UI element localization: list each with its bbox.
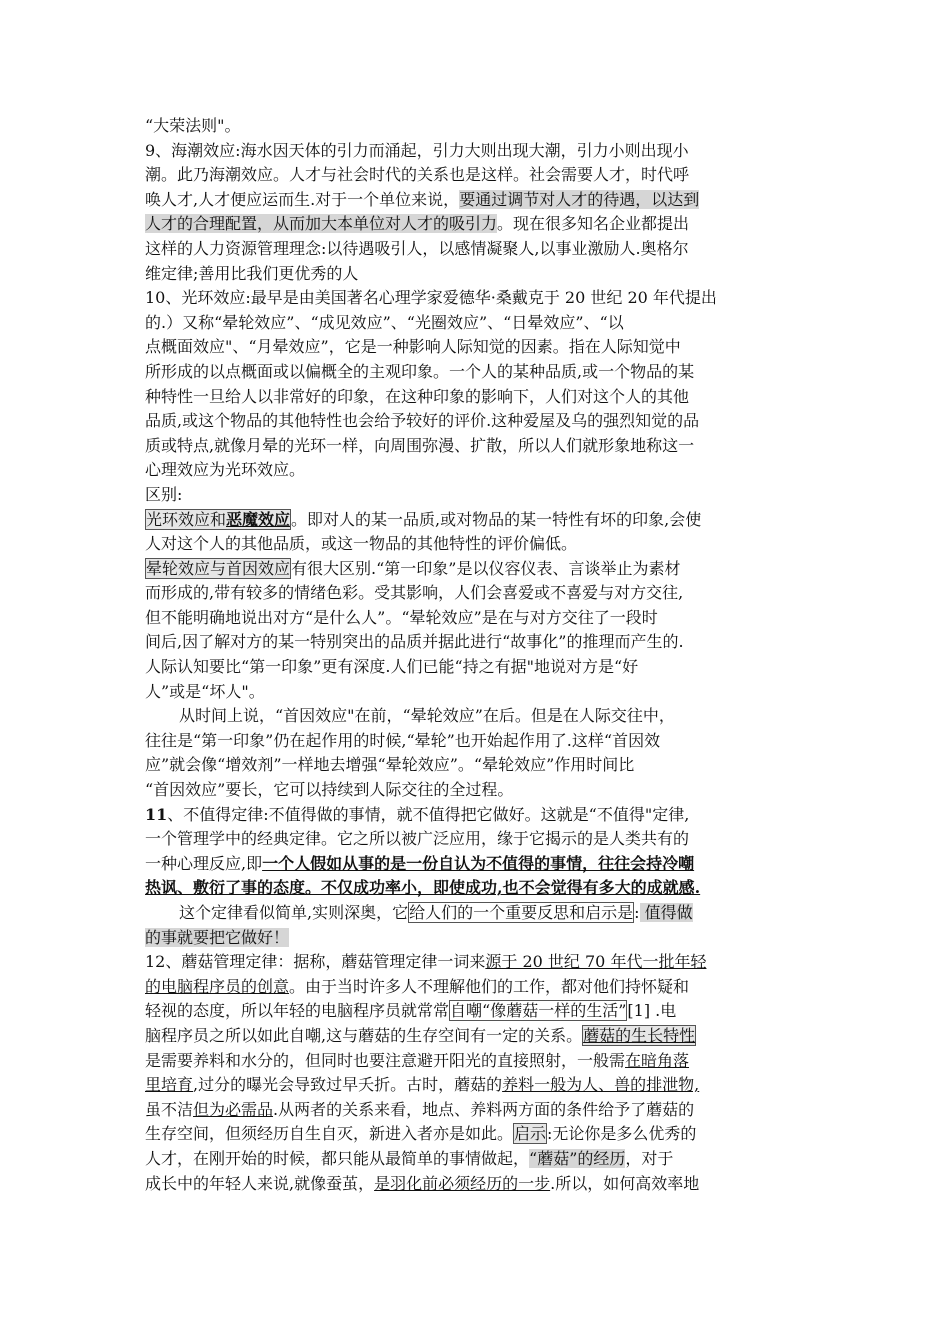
text-span: 脑程序员之所以如此自嘲,这与蘑菇的生存空间有一定的关系。: [145, 1025, 583, 1045]
text-line: [145, 385, 810, 410]
text-span: 虽不洁: [145, 1099, 194, 1119]
text-line: [145, 704, 810, 729]
text-line: [145, 188, 810, 213]
text-span: 生存空间，但须经历自生自灭，新进入者亦是如此。: [145, 1124, 514, 1144]
text-span: 人际认知要比“第一印象”更有深度.人们已能“持之有据"地说对方是“好: [145, 657, 639, 677]
text-span: 种特性一旦给人以非常好的印象，在这种印象的影响下，人们对这个人的其他: [145, 386, 690, 406]
text-line: [145, 852, 810, 877]
text-span: 质或特点,就像月晕的光环一样，向周围弥漫、扩散，所以人们就形象地称这一: [145, 435, 695, 455]
underline-span: 的电脑程序员的创意: [145, 976, 290, 996]
underline-span: 源于 20 世纪 70 年代一批年轻: [485, 952, 707, 972]
text-line: [145, 655, 810, 680]
text-span: 人”或是“坏人"。: [145, 681, 265, 701]
text-line: [145, 901, 810, 926]
text-line: [145, 114, 810, 139]
text-span: 往往是“第一印象”仍在起作用的时候,“晕轮”也开始起作用了.这样“首因效: [145, 730, 661, 750]
text-line: [145, 975, 810, 1000]
text-span: 轻视的态度，所以年轻的电脑程序员就常常: [145, 1001, 450, 1021]
text-line: [145, 630, 810, 655]
text-span: 人才，在刚开始的时候，都只能从最简单的事情做起，: [145, 1148, 530, 1168]
text-span: ,过分的曝光会导致过早夭折。古时，蘑菇的: [193, 1075, 503, 1095]
text-line: [145, 434, 810, 459]
text-span: 的.）又称“晕轮效应”、“成见效应”、“光圈效应”、“日晕效应”、“以: [145, 312, 624, 332]
boxed-span: [145, 509, 291, 530]
text-span: 间后,因了解对方的某一特别突出的品质并据此进行“故事化”的推理而产生的.: [145, 632, 684, 652]
underline-span: 在暗角落: [625, 1050, 690, 1070]
text-span: 。现在很多知名企业都提出: [497, 214, 690, 234]
text-line: [145, 458, 810, 483]
text-span: 潮。此乃海潮效应。人才与社会时代的关系也是这样。社会需要人才，时代呼: [145, 165, 690, 185]
text-line: [145, 483, 810, 508]
text-span: 从时间上说，“首因效应"在前，“晕轮效应”在后。但是在人际交往中，: [179, 706, 675, 726]
text-span: 而形成的,带有较多的情绪色彩。受其影响，人们会喜爱或不喜爱与对方交往,: [145, 583, 684, 603]
text-span: 但不能明确地说出对方“是什么人”。“晕轮效应”是在与对方交往了一段时: [145, 607, 658, 627]
highlight-span: 值得做: [639, 903, 693, 922]
text-span: 12、蘑菇管理定律：据称，蘑菇管理定律一词来: [145, 952, 486, 972]
boxed-span: 晕轮效应与首因效应: [146, 558, 291, 578]
text-span: :: [634, 903, 640, 922]
text-span: 心理效应为光环效应。: [145, 460, 306, 480]
text-line: [145, 508, 810, 533]
bold-span: 11: [145, 804, 168, 824]
text-span: 应”就会像“增效剂”一样地去增强“晕轮效应”。“晕轮效应”作用时间比: [145, 755, 635, 775]
boxed-span: 启示: [514, 1124, 547, 1144]
text-line: [145, 360, 810, 385]
text-line: [145, 1147, 810, 1172]
text-line: [145, 876, 810, 901]
text-span: 人对这个人的其他品质，或这一物品的其他特性的评价偏低。: [145, 534, 578, 554]
bold-underline-span: 热讽、敷衍了事的态度。不仅成功率小，即使成功,也不会觉得有多大的成就感.: [145, 878, 701, 898]
text-line: [145, 212, 810, 237]
text-line: [145, 1172, 810, 1197]
text-span: 区别:: [145, 484, 183, 504]
text-line: [145, 778, 810, 803]
text-line: [145, 163, 810, 188]
text-span: 维定律;善用比我们更优秀的人: [145, 263, 359, 283]
text-span: :无论你是多么优秀的: [547, 1124, 697, 1144]
text-span: 一种心理反应,即: [145, 853, 263, 873]
text-line: [145, 753, 810, 778]
text-line: [145, 1122, 810, 1147]
text-span: “首因效应”要长，它可以持续到人际交往的全过程。: [145, 780, 514, 800]
text-line: [145, 532, 810, 557]
text-span: 这个定律看似简单,实则深奥，它: [179, 903, 409, 922]
text-span: 是需要养料和水分的，但同时也要注意避开阳光的直接照射，一般需: [145, 1050, 626, 1070]
text-line: [145, 729, 810, 754]
bold-underline-span: 恶魔效应: [226, 509, 291, 529]
text-span: 所形成的以点概面或以偏概全的主观印象。一个人的某种品质,或一个物品的某: [145, 361, 695, 381]
text-span: 9、海潮效应:海水因天体的引力而涌起，引力大则出现大潮，引力小则出现小: [145, 140, 689, 160]
boxed-span: 蘑菇的生长特性: [583, 1025, 696, 1045]
text-line: [145, 581, 810, 606]
text-span: “大荣法则"。: [145, 116, 241, 135]
text-span: .所以，如何高效率地: [550, 1173, 700, 1193]
text-span: 一个管理学中的经典定律。它之所以被广泛应用，缘于它揭示的是人类共有的: [145, 829, 690, 849]
boxed-span: 给人们的一个重要反思和启示是: [409, 903, 634, 922]
text-line: [145, 1098, 810, 1123]
text-line: [145, 262, 810, 287]
text-span: 这样的人力资源管理理念:以待遇吸引人，以感情凝聚人,以事业激励人.奥格尔: [145, 238, 689, 258]
boxed-span: 自嘲“像蘑菇一样的生活”: [450, 1001, 627, 1021]
text-line: [145, 999, 810, 1024]
text-line: [145, 680, 810, 705]
text-line: [145, 237, 810, 262]
text-span: 唤人才,人才便应运而生.对于一个单位来说，: [145, 189, 460, 209]
highlight-span: “蘑菇”的经历: [529, 1148, 626, 1168]
underline-span: 养料一般为人、兽的排泄物,: [502, 1075, 700, 1095]
text-line: [145, 1073, 810, 1098]
text-span: ，对于: [625, 1148, 674, 1168]
text-span: [1] .电: [627, 1001, 677, 1021]
text-line: [145, 1049, 810, 1074]
text-line: [145, 409, 810, 434]
text-span: 点概面效应"、“月晕效应”，它是一种影响人际知觉的因素。指在人际知觉中: [145, 337, 681, 357]
text-line: [145, 557, 810, 582]
document-page: [145, 114, 810, 1196]
text-span: 光环效应和: [146, 509, 227, 529]
highlight-span: 要通过调节对人才的待遇，以达到: [459, 189, 700, 209]
bold-underline-span: 一个人假如从事的是一份自认为不值得的事情，往往会持冷嘲: [262, 853, 695, 873]
text-line: [145, 827, 810, 852]
underline-span: 里培育: [145, 1075, 194, 1095]
text-line: [145, 139, 810, 164]
text-span: 成长中的年轻人来说,就像蚕茧，: [145, 1173, 375, 1193]
text-line: [145, 286, 810, 311]
underline-span: 是羽化前必须经历的一步: [374, 1173, 551, 1193]
text-span: 品质,或这个物品的其他特性也会给予较好的评价.这种爱屋及乌的强烈知觉的品: [145, 411, 700, 431]
text-span: 有很大区别.“第一印象”是以仪容仪表、言谈举止为素材: [291, 558, 681, 578]
text-line: [145, 803, 810, 828]
text-span: 、不值得定律:不值得做的事情，就不值得把它做好。这就是“不值得"定律,: [167, 804, 690, 824]
text-span: 10、光环效应:最早是由美国著名心理学家爱德华·桑戴克于 20 世纪 20 年代提出: [145, 288, 717, 308]
text-span: 。即对人的某一品质,或对物品的某一特性有坏的印象,会使: [291, 509, 702, 529]
text-span: .从两者的关系来看，地点、养料两方面的条件给予了蘑菇的: [273, 1099, 695, 1119]
highlight-span: 的事就要把它做好！: [145, 927, 290, 947]
text-line: [145, 335, 810, 360]
text-line: [145, 926, 810, 951]
highlight-span: 人才的合理配置，从而加大本单位对人才的吸引力: [145, 214, 498, 234]
text-line: [145, 606, 810, 631]
underline-span: 但为必需品: [193, 1099, 274, 1119]
text-line: [145, 311, 810, 336]
text-span: 。由于当时许多人不理解他们的工作，都对他们持怀疑和: [289, 976, 690, 996]
text-line: [145, 1024, 810, 1049]
text-line: [145, 950, 810, 975]
